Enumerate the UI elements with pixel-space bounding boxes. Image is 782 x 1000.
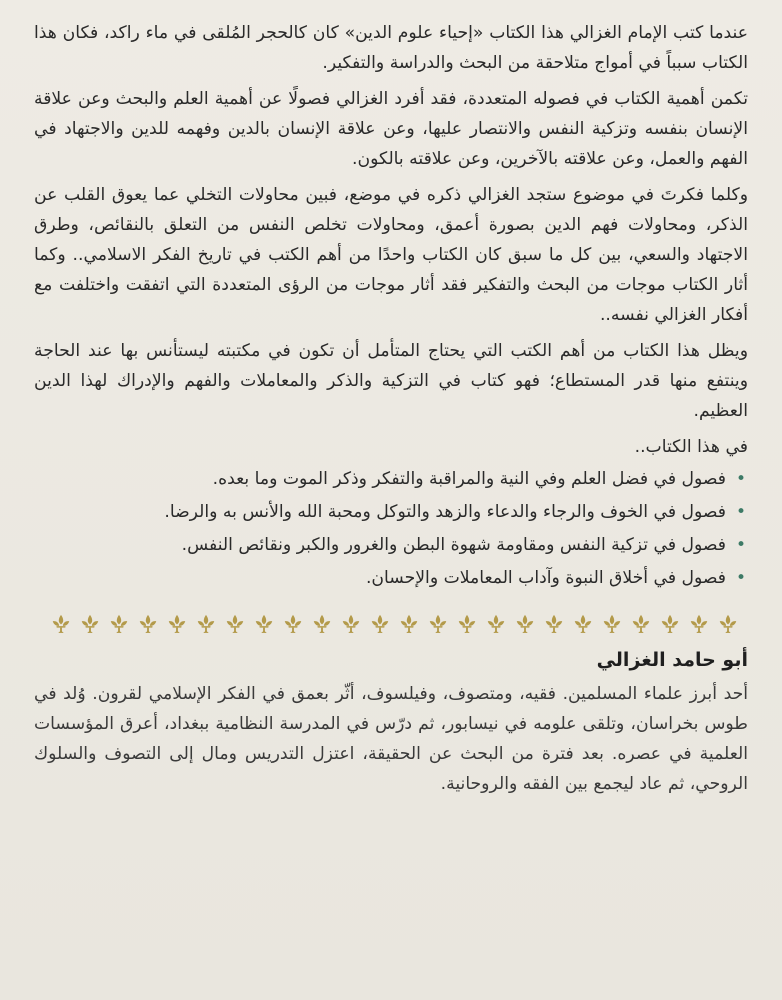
fleur-de-lis-icon (253, 613, 275, 635)
list-item: • فصول في فضل العلم وفي النية والمراقبة والتفكر وذكر الموت وما بعده. (34, 464, 726, 494)
list-item: • فصول في تزكية النفس ومقاومة شهوة البطن والغرور والكبر ونقائص النفس. (34, 530, 726, 560)
fleur-de-lis-icon (601, 613, 623, 635)
fleur-de-lis-icon (282, 613, 304, 635)
bullet-icon: • (735, 535, 746, 555)
contents-list (34, 464, 748, 593)
author-name: أبو حامد الغزالي (596, 649, 748, 671)
fleur-de-lis-icon (79, 613, 101, 635)
fleur-de-lis-icon (369, 613, 391, 635)
list-item: • فصول في الخوف والرجاء والدعاء والزهد والتوكل ومحبة الله والأنس به والرضا. (34, 497, 726, 527)
fleur-de-lis-icon (514, 613, 536, 635)
list-item: • فصول في أخلاق النبوة وآداب المعاملات والإحسان. (34, 563, 726, 593)
fleur-de-lis-icon (50, 613, 72, 635)
author-bio: أحد أبرز علماء المسلمين. فقيه، ومتصوف، وفيلسوف، أثّر بعمق في الفكر الإسلامي لقرون. وُلد في طوس بخراسان، وتلقى علومه في نيسابور، ثم درّس في المدرسة النظامية ببغداد، أعرق المؤسسات العلمية في عصره. بعد فترة من البحث عن الحقيقة، اعتزل التدريس ومال إلى التصوف والسلوك الروحي، ثم عاد ليجمع بين الفقه والروحانية. (34, 684, 748, 794)
bullet-icon: • (735, 502, 746, 522)
fleur-de-lis-icon (630, 613, 652, 635)
fleur-de-lis-icon (688, 613, 710, 635)
fleur-de-lis-icon (485, 613, 507, 635)
paragraph-importance: تكمن أهمية الكتاب في فصوله المتعددة، فقد أفرد الغزالي فصولًا عن أهمية العلم والبحث وعن علاقة الإنسان بنفسه وتزكية النفس والانتصار عليها، وعن علاقة الإنسان بالدين وفهمه للدين والاجتهاد في الفهم والعمل، وعن علاقته بالآخرين، وعن علاقته بالكون. (34, 89, 748, 169)
fleur-de-lis-icon (398, 613, 420, 635)
bullet-icon: • (735, 568, 746, 588)
fleur-de-lis-icon (340, 613, 362, 635)
fleur-de-lis-icon (717, 613, 739, 635)
list-intro: في هذا الكتاب.. (634, 437, 748, 457)
paragraph-value: ويظل هذا الكتاب من أهم الكتب التي يحتاج المتأمل أن تكون في مكتبته ليستأنس بها عند الحاجة وينتفع منها قدر المستطاع؛ فهو كتاب في التزكية والذكر والمعاملات والفهم والإدراك لهذا الدين العظيم. (34, 341, 748, 421)
fleur-de-lis-icon (137, 613, 159, 635)
fleur-de-lis-icon (456, 613, 478, 635)
fleur-de-lis-icon (543, 613, 565, 635)
fleur-de-lis-icon (224, 613, 246, 635)
fleur-de-lis-icon (311, 613, 333, 635)
ornament-divider (34, 613, 748, 635)
fleur-de-lis-icon (572, 613, 594, 635)
paragraph-intro: عندما كتب الإمام الغزالي هذا الكتاب «إحياء علوم الدين» كان كالحجر المُلقى في ماء راكد، فكان هذا الكتاب سبباً في أمواج متلاحقة من البحث والدراسة والتفكير. (34, 23, 748, 73)
fleur-de-lis-icon (166, 613, 188, 635)
fleur-de-lis-icon (659, 613, 681, 635)
bullet-icon: • (735, 469, 746, 489)
paragraph-topics: وكلما فكرتَ في موضوع ستجد الغزالي ذكره في موضع، فبين محاولات التخلي عما يعوق القلب عن الذكر، ومحاولات فهم الدين بصورة أعمق، ومحاولات تخلص النفس من التعلق بالنقائص، وطرق الاجتهاد والسعي، بين كل ما سبق كان الكتاب واحدًا من أهم الكتب في تاريخ الفكر الاسلامي.. وكما أثار الكتاب موجات من البحث والتفكير فقد أثار موجات من الرؤى المتعددة التي اتفقت واختلفت مع أفكار الغزالي نفسه.. (34, 185, 748, 325)
fleur-de-lis-icon (195, 613, 217, 635)
fleur-de-lis-icon (427, 613, 449, 635)
fleur-de-lis-icon (108, 613, 130, 635)
